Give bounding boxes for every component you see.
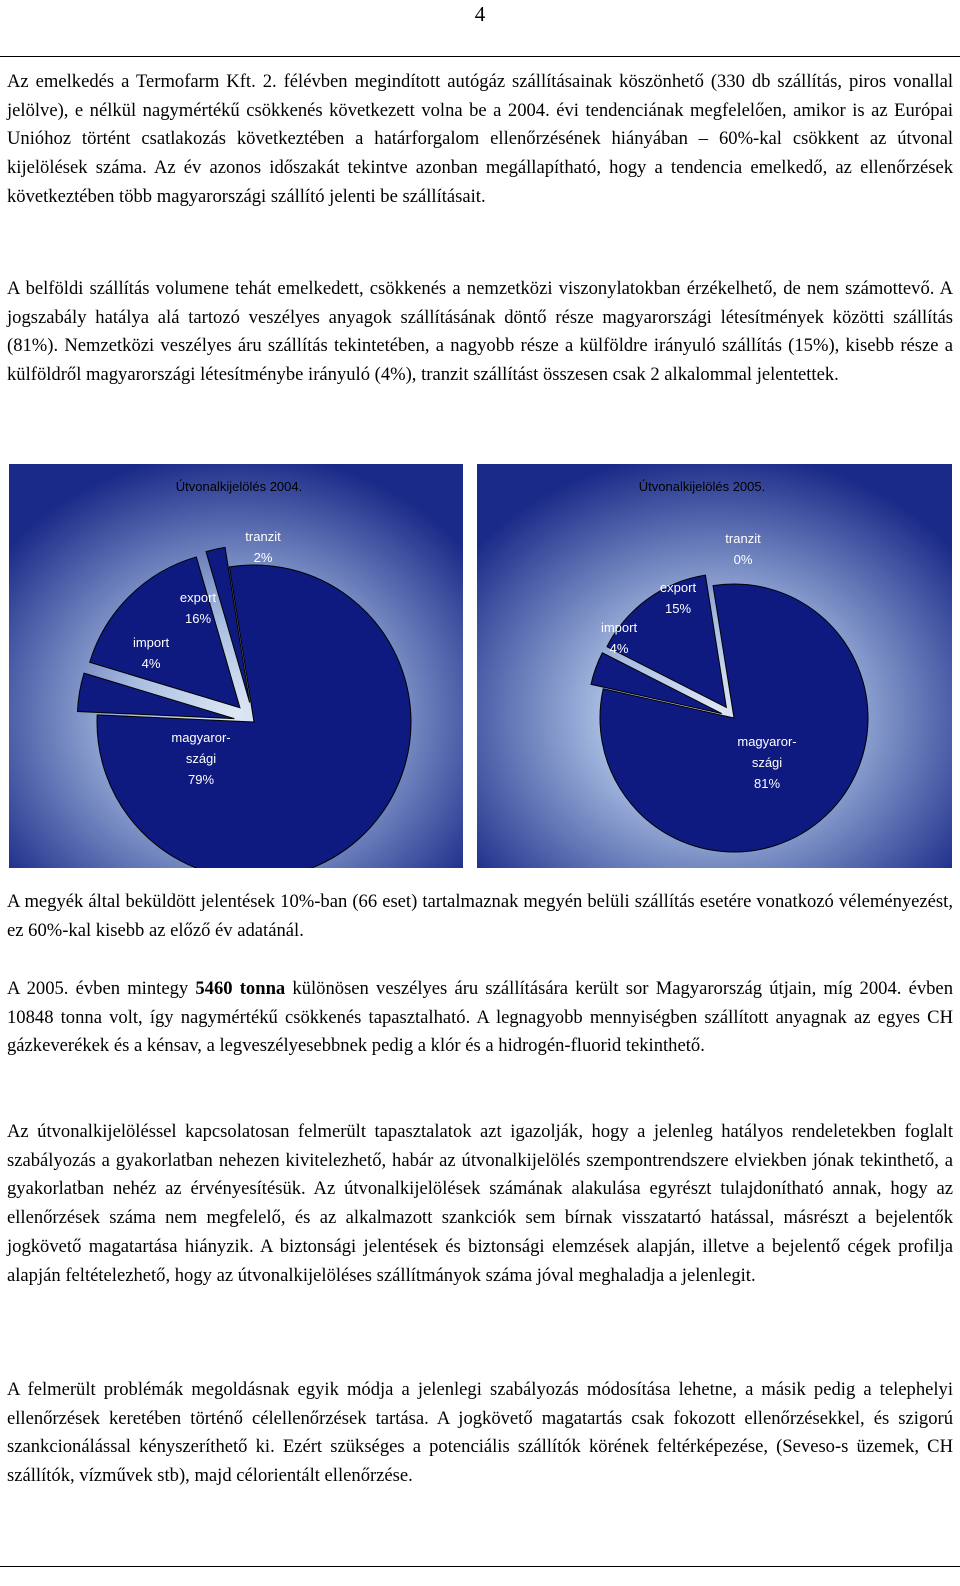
pie-chart-2005-svg [477,464,952,868]
paragraph-4-start: A 2005. évben mintegy [7,978,196,999]
pie-chart-2005 [477,464,952,868]
paragraph-2: A belföldi szállítás volumene tehát emelkedett, csökkenés a nemzetközi viszonylatokban érzékelhető, de nem számottevő. A jogszabály hatálya alá tartozó veszélyes anyagok szállításának döntő része magyarországi létesítmények közötti szállítás (81%). Nemzetközi veszélyes áru szállítás tekintetében, a nagyobb része a külföldre irányuló szállítás (15%), kisebb része a külföldről magyarországi létesítménybe irányuló (4%), tranzit szállítást összesen csak 2 alkalommal jelentettek. [7,278,953,386]
slice-label-export: export 16% [179,590,217,626]
paragraph-4-end: különösen veszélyes áru szállítására került sor Magyarország útjain, míg 2004. évben 10848 tonna volt, így nagymértékű csökkenés tapasztalható. A legnagyobb mennyiségben szállított anyagnak az egyes CH gázkeverékek és a kénsav, a legveszélyesebbnek pedig a klór és a hidrogén-fluorid tekinthető. [7,978,953,1057]
paragraph-3: A megyék által beküldött jelentések 10%-ban (66 eset) tartalmaznak megyén belüli szállítás esetére vonatkozó véleményezést, ez 60%-kal kisebb az előző év adatánál. [7,891,953,941]
pie-chart-2004 [9,464,463,868]
paragraph-5: Az útvonalkijelöléssel kapcsolatosan felmerült tapasztalatok azt igazolják, hogy a jelenleg hatályos rendeletekben foglalt szabályozás a gyakorlatban nehezen kivitelezhető, habár az útvonalkijelölés szempontrendszere elviekben jónak tekinthető, a gyakorlatban nehéz az érvényesítésük. Az útvonalkijelölések számának alakulása egyrészt tulajdonítható annak, hogy az ellenőrzések száma nem megfelelő, és az alkalmazott szankciók sem bírnak visszatartó hatással, másrészt a bejelentők jogkövető magatartása hiányzik. A biztonsági jelentések és biztonsági elemzések alapján, illetve a bejelentő cégek profilja alapján feltételezhető, hogy az útvonalkijelöléses szállítmányok száma jóval meghaladja a jelenlegit. [7,1121,953,1286]
charts-figure [9,464,952,868]
pie-chart-2004-svg [9,464,463,868]
chart-title: Útvonalkijelölés 2005. [638,479,766,494]
slice-label-magyarországi: magyaror-szági 81% [737,734,797,791]
slice-label-tranzit: tranzit 2% [245,529,281,565]
slice-label-magyarországi: magyaror-szági 79% [171,730,231,787]
chart-title: Útvonalkijelölés 2004. [175,479,303,494]
header-rule [0,56,960,57]
slice-label-import: import 4% [132,635,170,671]
slice-label-tranzit: tranzit 0% [725,531,761,567]
paragraph-6: A felmerült problémák megoldásnak egyik módja a jelenlegi szabályozás módosítása lehetne, a másik pedig a telephelyi ellenőrzések keretében történő célellenőrzések tartása. A jogkövető magatartás csak fokozott ellenőrzésekkel, és szigorú szankcionálással kényszeríthető ki. Ezért szükséges a potenciális szállítók körének feltérképezése, (Seveso-s üzemek, CH szállítók, vízművek stb), majd célorientált ellenőrzése. [7,1379,953,1487]
slice-label-export: export 15% [659,580,697,616]
footer-rule [0,1566,960,1567]
tonnage-highlight: 5460 tonna [195,978,286,999]
page-number: 4 [474,2,486,26]
slice-label-import: import 4% [600,620,638,656]
paragraph-4 [7,975,953,1061]
paragraph-1: Az emelkedés a Termofarm Kft. 2. félévben megindított autógáz szállításainak köszönhető (330 db szállítás, piros vonallal jelölve), e nélkül nagymértékű csökkenés következett volna be a 2004. évi tendenciának megfelelően, amikor is az Európai Unióhoz történt csatlakozás következtében a határforgalom ellenőrzésének hiányában – 60%-kal csökkent az útvonal kijelölések száma. Az év azonos időszakát tekintve azonban megállapítható, hogy a tendencia emelkedő, az ellenőrzések következtében több magyarországi szállító jelenti be szállításait. [7,71,953,207]
